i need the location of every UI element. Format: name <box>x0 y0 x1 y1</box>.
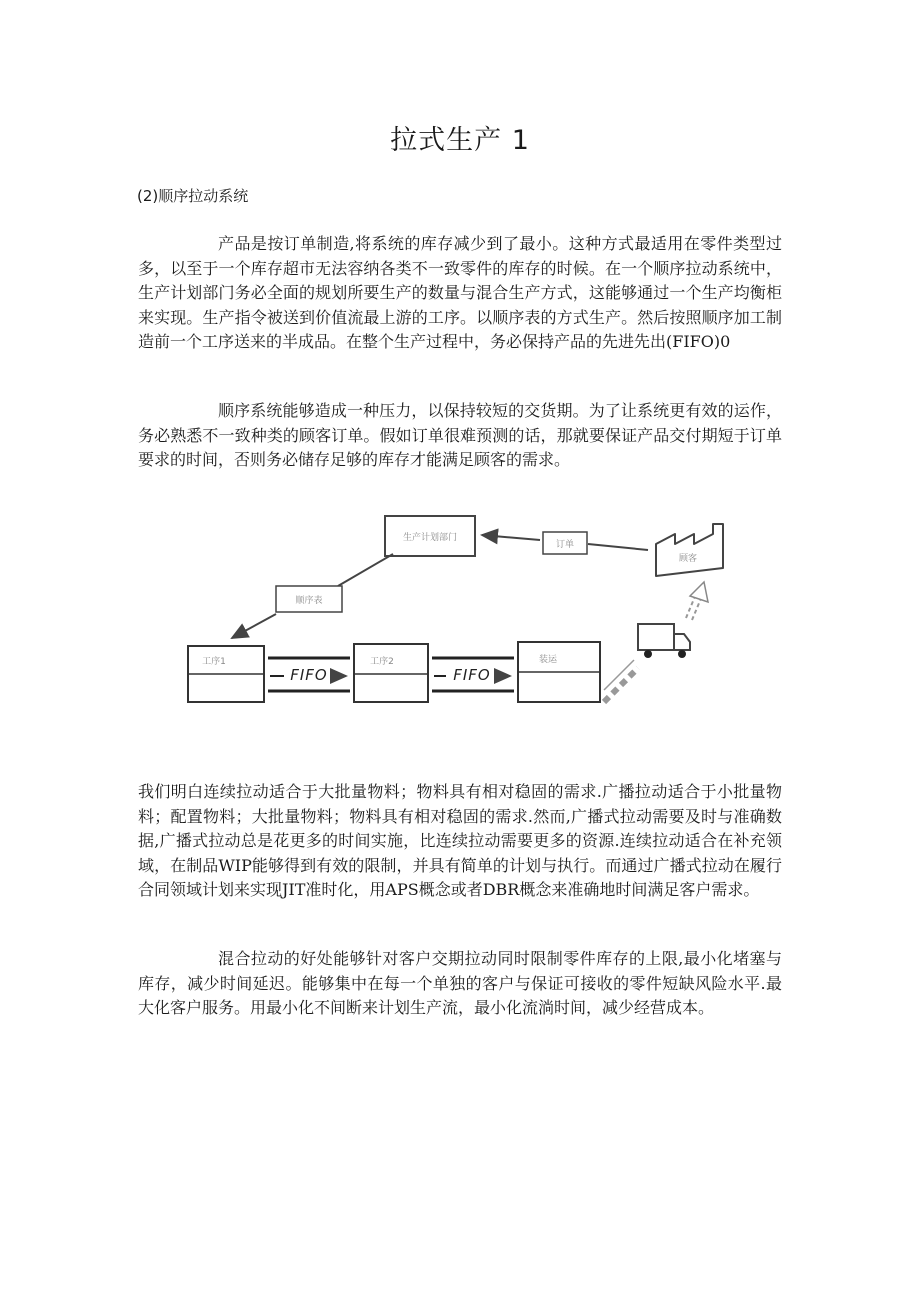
process-1-label: 工序1 <box>202 657 226 667</box>
section-heading: (2)顺序拉动系统 <box>137 187 249 205</box>
shipment-flow-arrow <box>604 660 638 702</box>
order-label: 订单 <box>555 540 575 550</box>
truck-icon <box>638 624 690 658</box>
sequence-flow-arrow <box>232 554 393 638</box>
fifo-1-label: FIFO <box>290 666 328 684</box>
planning-department-label: 生产计划部门 <box>402 533 458 543</box>
paragraph-3: 我们明白连续拉动适合于大批量物料；物料具有相对稳固的需求.广播拉动适合于小批量物料；配置物料；大批量物料；物料具有相对稳固的需求.然而,广播式拉动需要及时与准确数据,广播式拉动总是花更多的时间实施，比连续拉动需要更多的资源.连续拉动适合在补充领域，在制品WIP能够得到有效的限制，并具有简单的计划与执行。而通过广播式拉动在履行合同领域计划来实现JIT准时化，用APS概念或者DBR概念来准确地时间满足客户需求。 <box>138 782 782 900</box>
process-1-box <box>188 646 264 702</box>
process-2-box <box>354 644 428 702</box>
paragraph-2: 顺序系统能够造成一种压力，以保持较短的交货期。为了让系统更有效的运作，务必熟悉不一致种类的顾客订单。假如订单很难预测的话，那就要保证产品交付期短于订单要求的时间，否则务必储存足够的库存才能满足顾客的需求。 <box>138 401 782 470</box>
sequential-pull-diagram <box>178 506 768 716</box>
shipping-box <box>518 642 600 702</box>
document-title: 拉式生产 1 <box>390 125 530 156</box>
process-2-label: 工序2 <box>370 657 394 667</box>
fifo-lane-1 <box>268 658 350 691</box>
paragraph-4: 混合拉动的好处能够针对客户交期拉动同时限制零件库存的上限,最小化堵塞与库存，减少时间延迟。能够集中在每一个单独的客户与保证可接收的零件短缺风险水平.最大化客户服务。用最小化不间断来计划生产流，最小化流淌时间，减少经营成本。 <box>138 949 782 1018</box>
delivery-flow-arrow <box>686 582 708 620</box>
planning-department-box <box>385 516 475 556</box>
paragraph-1: 产品是按订单制造,将系统的库存减少到了最小。这种方式最适用在零件类型过多，以至于一个库存超市无法容纳各类不一致零件的库存的时候。在一个顺序拉动系统中，生产计划部门务必全面的规划所要生产的数量与混合生产方式，这能够通过一个生产均衡柜来实现。生产指令被送到价值流最上游的工序。以顺序表的方式生产。然后按照顺序加工制造前一个工序送来的半成品。在整个生产过程中，务必保持产品的先进先出(FIFO)0 <box>138 234 782 352</box>
sequence-label: 顺序表 <box>295 596 323 606</box>
fifo-2-label: FIFO <box>453 666 491 684</box>
fifo-lane-2 <box>432 658 514 691</box>
order-flow-arrow <box>482 532 648 554</box>
customer-factory-icon <box>656 524 723 576</box>
customer-label: 顾客 <box>678 554 698 564</box>
shipping-label: 装运 <box>538 655 558 665</box>
